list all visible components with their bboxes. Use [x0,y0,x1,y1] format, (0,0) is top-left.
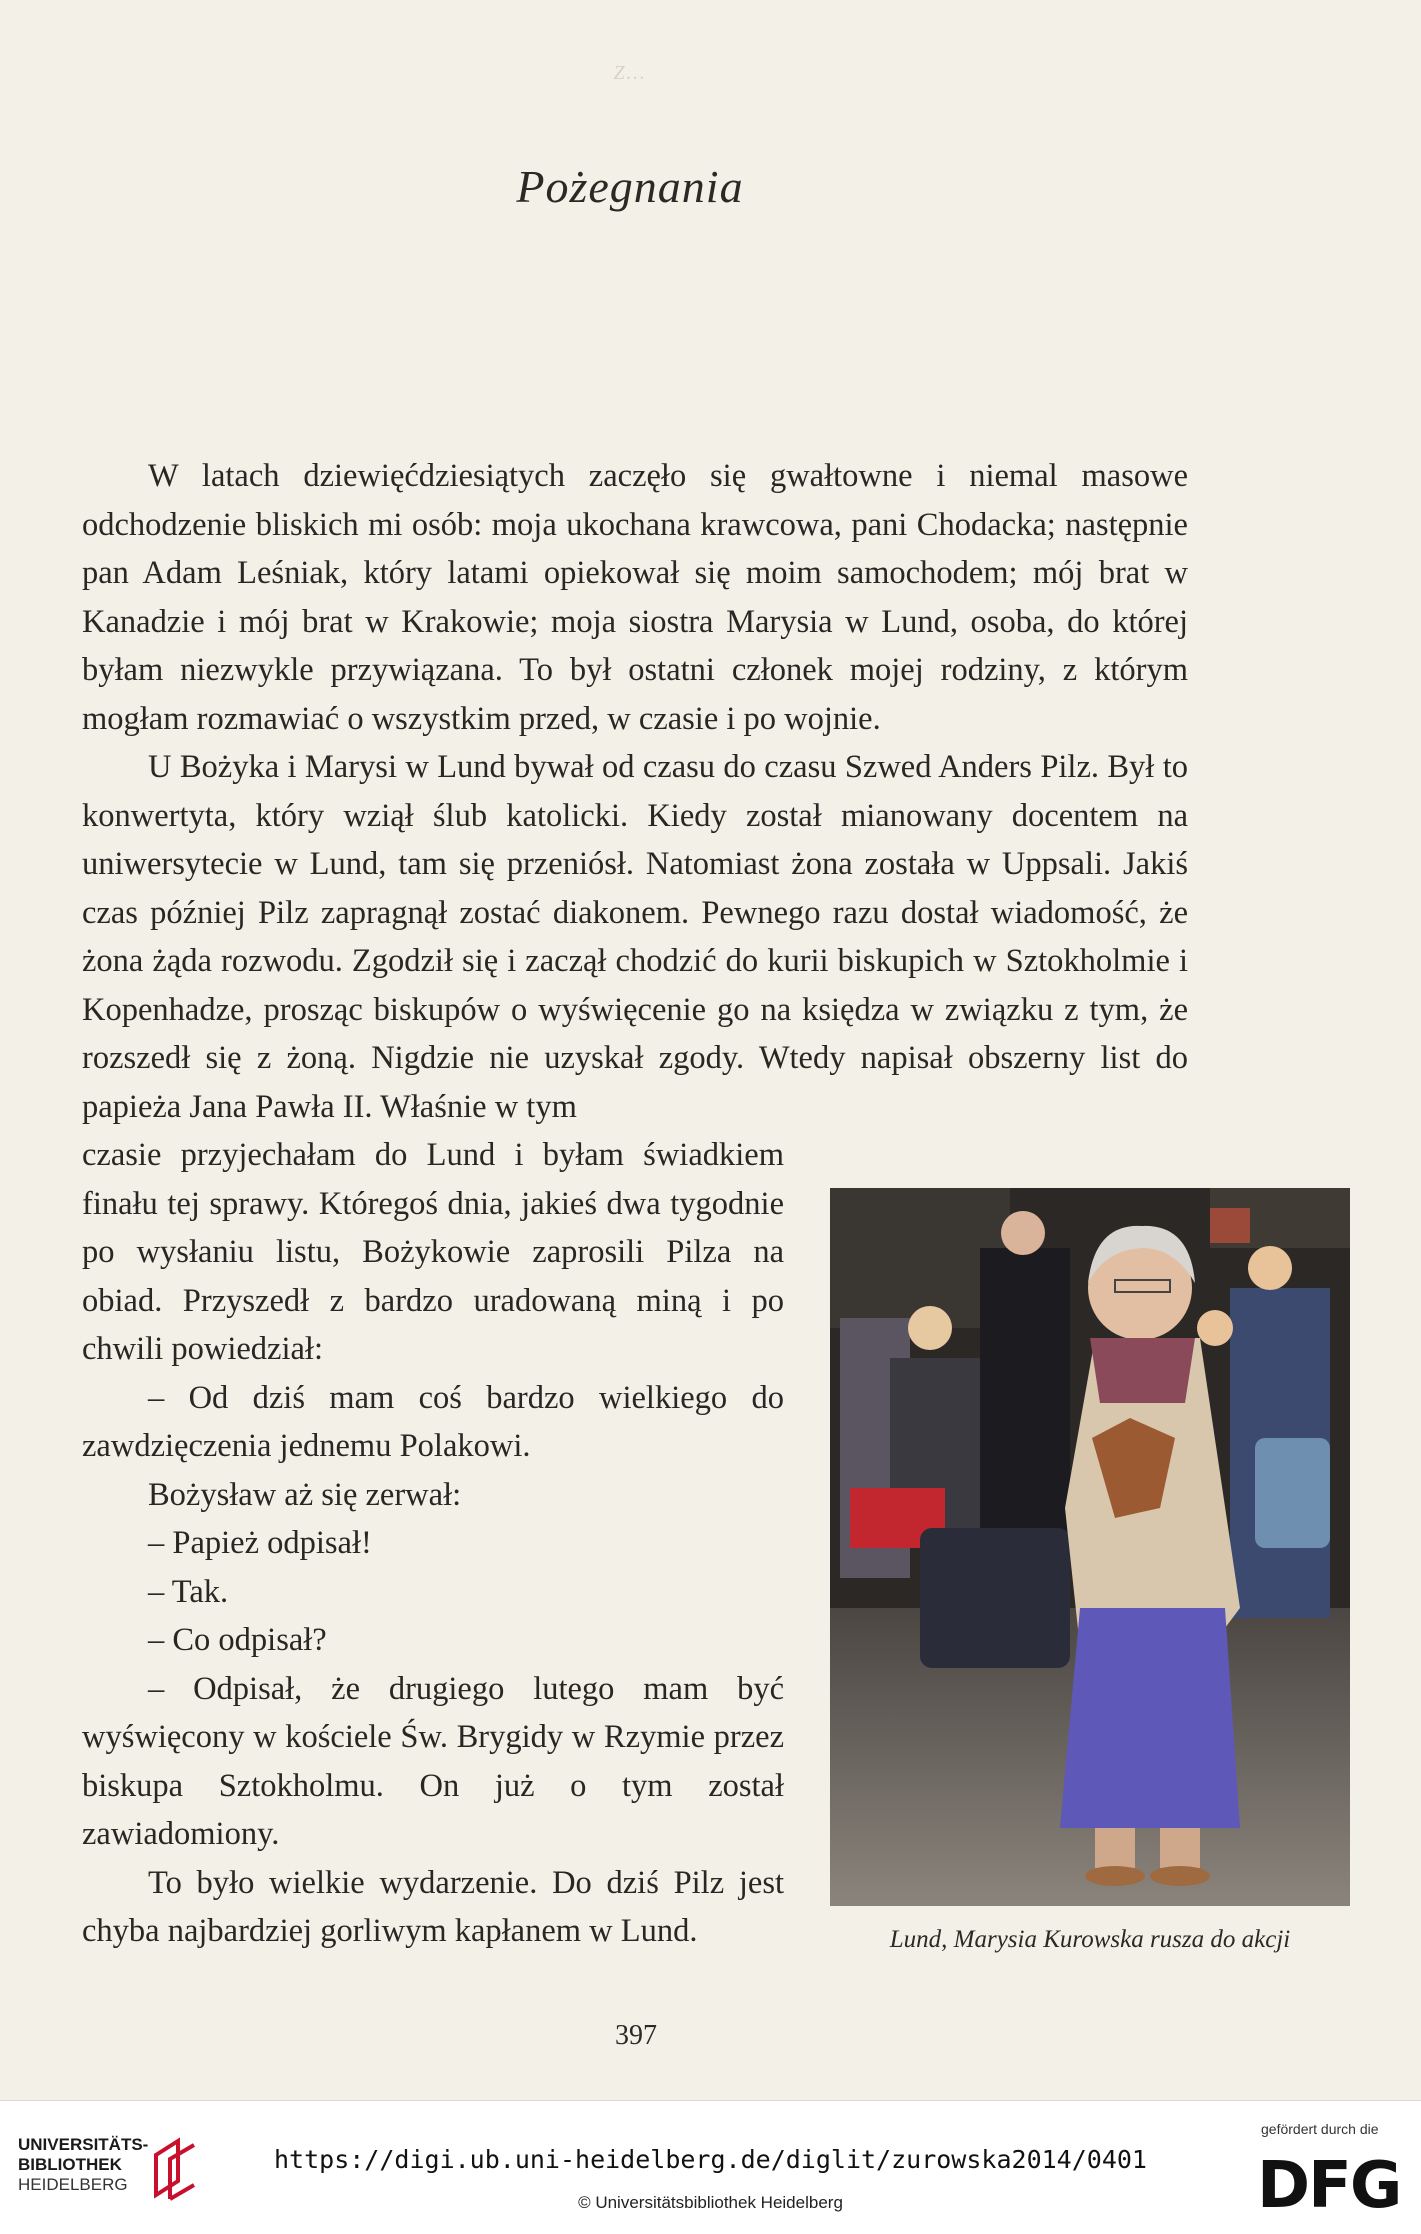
photo-illustration [830,1188,1350,1906]
paragraph-2-continued: czasie przyjechałam do Lund i byłam świadkiem finału tej sprawy. Któregoś dnia, jakieś dwa tygodnie po wysłaniu listu, Bożykowie zaprosili Pilza na obiad. Przyszedł z bardzo uradowaną miną i po chwili powiedział: [82,1137,784,1367]
chapter-title: Pożegnania [516,161,744,212]
main-text-full-width [82,452,1188,1131]
closing-paragraph: To było wielkie wydarzenie. Do dziś Pilz jest chyba najbardziej gorliwym kapłanem w Lund. [82,1864,784,1949]
main-text-narrow-column [82,1131,784,1956]
funder-area[interactable] [1249,2121,1399,2221]
dialog-line-4: – Co odpisał? [148,1622,327,1658]
dfg-logo: DFG [1257,2149,1401,2223]
narration-line: Bożysław aż się zerwał: [148,1476,462,1513]
viewer-footer [0,2100,1421,2234]
library-name-line-1: UNIVERSITÄTS- [18,2135,149,2154]
dialog-line-5: – Odpisał, że drugiego lutego mam być wyświęcony w kościele Św. Brygidy w Rzymie przez biskupa Sztokholmu. On już o tym został zawiadomiony. [82,1670,784,1852]
library-name-line-2: BIBLIOTHEK [18,2155,122,2174]
library-name-line-3: HEIDELBERG [18,2175,128,2194]
funding-note: gefördert durch die [1261,2121,1379,2137]
photo-marysia-kurowska [830,1188,1350,1906]
dialog-line-3: – Tak. [148,1573,229,1610]
paragraph-2: U Bożyka i Marysi w Lund bywał od czasu do czasu Szwed Anders Pilz. Był to konwertyta, który wziął ślub katolicki. Kiedy został mianowany docentem na uniwersytecie w Lund, tam się przeniósł. Natomiast żona została w Uppsali. Jakiś czas później Pilz zapragnął zostać diakonem. Pewnego razu dostał wiadomość, że żona żąda rozwodu. Zgodził się i zaczął chodzić do kurii biskupich w Sztokholmie i Kopenhadze, prosząc biskupów o wyświęcenie go na księdza w związku z tym, że rozszedł się z żoną. Nigdzie nie uzyskał zgody. Wtedy napisał obszerny list do papieża Jana Pawła II. Właśnie w tym [82,749,1188,1125]
page-number: 397 [615,2020,657,2051]
paragraph-1: W latach dziewięćdziesiątych zaczęło się gwałtowne i niemal masowe odchodzenie bliskich mi osób: moja ukochana krawcowa, pani Chodacka; następnie pan Adam Leśniak, który latami opiekował się moim samochodem; mój brat w Kanadzie i mój brat w Krakowie; moja siostra Marysia w Lund, osoba, do której byłam niezwykle przywiązana. To był ostatni członek mojej rodziny, z którym mogłam rozmawiać o wszystkim przed, w czasie i po wojnie. [82,458,1188,737]
bleed-through-running-title: Z… [613,62,647,84]
copyright-notice: © Universitätsbibliothek Heidelberg [578,2193,843,2212]
dialog-line-1: – Od dziś mam coś bardzo wielkiego do zawdzięczenia jednemu Polakowi. [82,1379,784,1464]
permalink-url[interactable]: https://digi.ub.uni-heidelberg.de/diglit/zurowska2014/0401 [274,2145,1147,2174]
photo-caption: Lund, Marysia Kurowska rusza do akcji [889,1926,1291,1953]
dialog-line-2: – Papież odpisał! [148,1525,372,1561]
